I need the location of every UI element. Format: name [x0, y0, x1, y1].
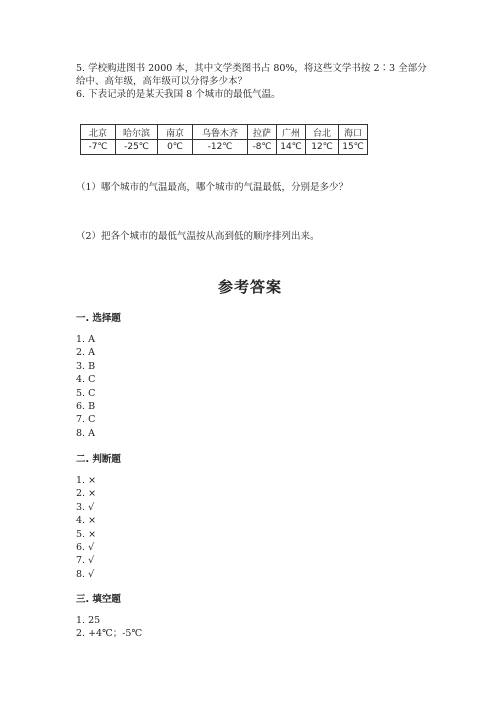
temperature-cell: 15℃ [339, 140, 368, 155]
answer-item: 5. × [76, 528, 97, 540]
question-5-line-2: 给中、高年级，高年级可以分得多少本？ [76, 76, 248, 87]
city-cell: 北京 [81, 125, 116, 140]
city-cell: 台北 [306, 125, 339, 140]
temperature-cell: -25℃ [116, 140, 158, 155]
temperature-cell: -12℃ [193, 140, 248, 155]
answer-item: 4. × [76, 515, 97, 527]
temperature-cell: -7℃ [81, 140, 116, 155]
city-cell: 南京 [158, 125, 193, 140]
answer-item: 3. √ [76, 501, 95, 513]
city-cell: 拉萨 [248, 125, 277, 140]
sub-question-2: （2）把各个城市的最低气温按从高到低的顺序排列出来。 [76, 231, 320, 242]
section-heading-choice: 一. 选择题 [76, 313, 121, 324]
answer-item: 7. C [76, 414, 96, 426]
answer-item: 6. √ [76, 542, 95, 554]
city-row [81, 125, 368, 140]
city-cell: 乌鲁木齐 [193, 125, 248, 140]
answer-item: 7. √ [76, 555, 95, 567]
answer-item: 8. A [76, 427, 95, 439]
temperature-cell: 0℃ [158, 140, 193, 155]
section-heading-judge: 二. 判断题 [76, 454, 121, 465]
answer-item: 2. +4℃；-5℃ [76, 628, 143, 640]
answer-item: 8. √ [76, 568, 95, 580]
sub-question-1: （1）哪个城市的气温最高，哪个城市的气温最低，分别是多少？ [76, 182, 349, 193]
answer-list-fill [76, 614, 142, 641]
temperature-cell: -8℃ [248, 140, 277, 155]
answer-item: 1. × [76, 475, 97, 486]
answer-item: 4. C [76, 374, 96, 386]
answer-item: 2. × [76, 488, 97, 500]
city-cell: 哈尔滨 [116, 125, 158, 140]
city-cell: 海口 [339, 125, 368, 140]
answer-item: 2. A [76, 347, 95, 359]
answer-item: 1. 25 [76, 615, 101, 626]
answer-item: 3. B [76, 360, 96, 372]
temperature-cell: 12℃ [306, 140, 339, 155]
answer-title: 参考答案 [217, 278, 282, 296]
answer-item: 6. B [76, 401, 96, 413]
temperature-cell: 14℃ [277, 140, 306, 155]
answer-item: 5. C [76, 387, 96, 399]
answer-item: 1. A [76, 334, 95, 345]
question-5-line-1: 5. 学校购进图书 2000 本，其中文学类图书占 80%，将这些文学书按 2∶3 全部分 [76, 63, 427, 74]
temperature-table [80, 124, 368, 155]
temperature-row [81, 140, 368, 155]
answer-list-judge [76, 474, 96, 581]
question-6: 6. 下表记录的是某天我国 8 个城市的最低气温。 [76, 89, 281, 100]
city-cell: 广州 [277, 125, 306, 140]
section-heading-fill: 三. 填空题 [76, 594, 121, 605]
answer-list-choice [76, 333, 95, 440]
